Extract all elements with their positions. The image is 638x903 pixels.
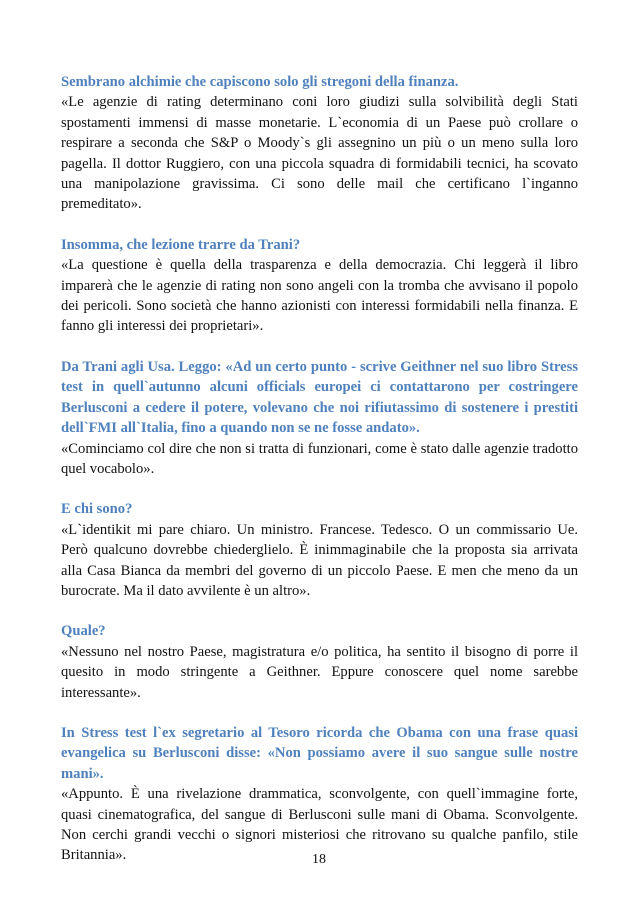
question-heading: Da Trani agli Usa. Leggo: «Ad un certo punto - scrive Geithner nel suo libro Stress test in quell`autunno alcuni officials europei ci contattarono per costringere Berlusconi a cedere il potere, volevano che noi rifiutassimo di sostenere i prestiti dell`FMI all`Italia, fino a quando non se ne fosse andato». — [61, 358, 578, 437]
question-heading: In Stress test l`ex segretario al Tesoro ricorda che Obama con una frase quasi evangelica su Berlusconi disse: «Non possiamo avere il suo sangue sulle nostre mani». — [61, 724, 578, 782]
answer-paragraph: «Appunto. È una rivelazione drammatica, sconvolgente, con quell`immagine forte, quasi cinematografica, del sangue di Berlusconi sulle mani di Obama. Sconvolgente. Non cerchi grandi vecchi o signori misteriosi che ritrovano su qualche panfilo, stile Britannia». — [61, 786, 578, 864]
question-heading: Sembrano alchimie che capiscono solo gli stregoni della finanza. — [61, 74, 459, 90]
qa-block — [61, 357, 578, 479]
qa-block — [61, 499, 578, 601]
answer-paragraph: «Cominciamo col dire che non si tratta di funzionari, come è stato dalle agenzie tradotto quel vocabolo». — [61, 440, 578, 477]
question-heading: Insomma, che lezione trarre da Trani? — [61, 236, 301, 253]
qa-block — [61, 72, 578, 215]
question-heading: Quale? — [61, 623, 106, 640]
answer-paragraph: «Le agenzie di rating determinano coni loro giudizi sulla solvibilità degli Stati spostamenti immensi di masse monetarie. L`economia di un Paese può crollare o respirare a seconda che S&P o Moody`s gli assegnino un più o un meno sulla loro pagella. Il dottor Ruggiero, con una piccola squadra di formidabili tecnici, ha scovato una manipolazione gravissima. Ci sono delle mail che certificano l`inganno premeditato». — [61, 94, 578, 213]
qa-block — [61, 723, 578, 866]
page-number: 18 — [312, 852, 326, 867]
qa-block — [61, 621, 578, 703]
document-page — [61, 72, 578, 886]
answer-paragraph: «Nessuno nel nostro Paese, magistratura e/o politica, ha sentito il bisogno di porre il quesito in modo stringente a Geithner. Eppure conoscere quel nome sarebbe interessante». — [61, 643, 578, 701]
qa-block — [61, 235, 578, 337]
answer-paragraph: «L`identikit mi pare chiaro. Un ministro. Francese. Tedesco. O un commissario Ue. Però qualcuno dovrebbe chiederglielo. È inimmaginabile che la proposta sia arrivata alla Casa Bianca da membri del governo di un piccolo Paese. E men che meno da un burocrate. Ma il dato avvilente è un altro». — [61, 521, 578, 599]
answer-paragraph: «La questione è quella della trasparenza e della democrazia. Chi leggerà il libro imparerà che le agenzie di rating non sono angeli con la tromba che avvisano il popolo dei pericoli. Sono società che hanno azionisti con interessi formidabili nella finanza. E fanno gli interessi dei proprietari». — [61, 257, 578, 335]
question-heading: E chi sono? — [61, 501, 133, 518]
